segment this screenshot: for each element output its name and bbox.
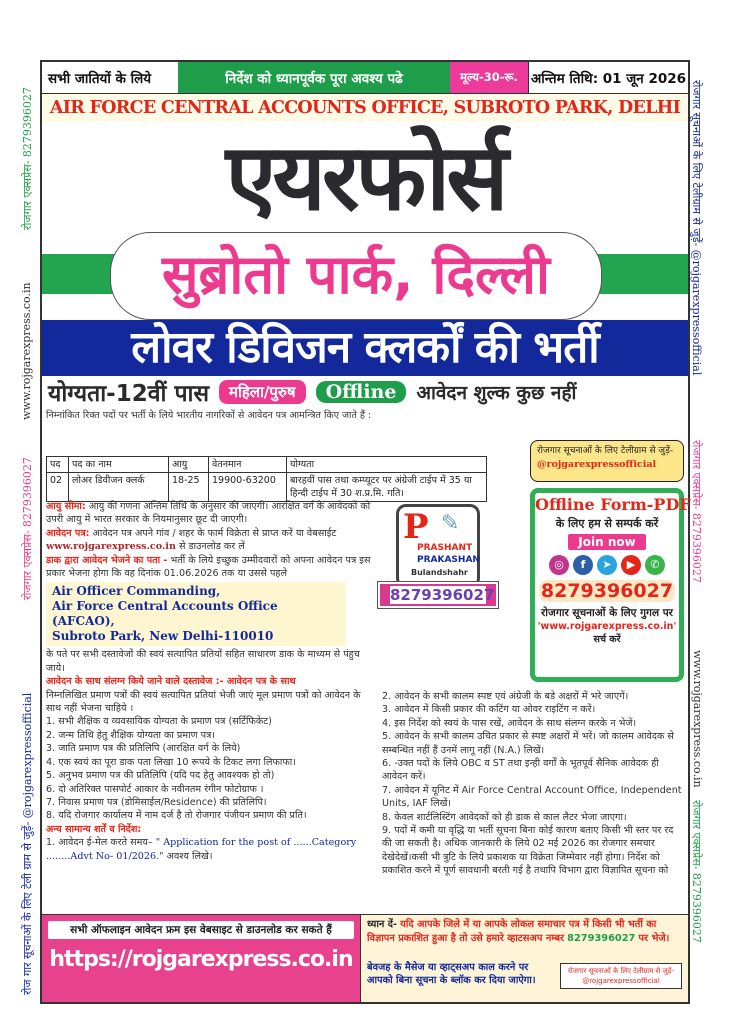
side-text-right-url: www.rojgarexpress.co.in — [691, 650, 704, 788]
price-badge: मूल्य-30-रू. — [450, 62, 528, 93]
instruction-banner: निर्देश को ध्यानपूर्वक पूरा अवश्य पढे — [178, 62, 450, 93]
promo-subtitle: के लिए हम से सम्पर्क करें — [555, 517, 659, 530]
form-text-2: से डाउनलोड कर लें — [178, 541, 245, 553]
social-icons — [535, 555, 679, 575]
instruction-item: 2. आवेदन के सभी कालम स्पष्ट एवं अंग्रेजी के बडे अक्षरों में भरे जाएगें। — [382, 691, 629, 702]
general-item-1: 1. आवेदन ई-मेल करते समय– — [46, 837, 153, 849]
document-item: 7. निवास प्रमाण पत्र (डोमिसाईल/Residence) की प्रतिलिपि। — [46, 796, 267, 808]
after-address-text: के पते पर सभी दस्तावेजों की स्वयं सत्यापित प्रतियों सहित साधारण डाक के माध्यम से पंहुच जाये। — [46, 649, 360, 674]
side-text-right-top: रोजगार सूचनाओं के लिए टेलीग्राम से जुड़ें- @rojgarexpressofficial — [690, 80, 703, 376]
logo-ribbon — [378, 582, 498, 608]
youtube-icon[interactable]: ▶ — [621, 555, 641, 575]
table-header: आयु — [169, 457, 209, 473]
table-cell: 18-25 — [169, 473, 209, 502]
table-cell: बारहवीं पास तथा कम्प्यूटर पर अंग्रेजी टाईप में 35 या हिन्दी टाईप में 30 श.प्र.मि. गति। — [287, 473, 487, 502]
general-label: अन्य सामान्य शर्तें व निर्देश: — [46, 823, 142, 835]
mini-telegram-handle[interactable]: @rojgarexpressofficial — [582, 977, 660, 985]
all-castes-label: सभी जातियों के लिये — [42, 62, 178, 93]
telegram-text: रोजगार सूचनाओं के लिए टेलीग्राम से जुड़ें- — [537, 446, 674, 456]
google-text: रोजगार सूचनाओं के लिए गुगल पर — [541, 607, 673, 619]
instruction-item: 5. आवेदन के सभी कालम उचित प्रकार से स्पष्ट अक्षरों में भरें। जो कालम आवेदक से सम्बन्धित नहीं हैं उनमें लागू नहीं (N.A.) लिखें। — [382, 731, 674, 756]
promo-title: Offline Form-PDF — [535, 495, 691, 514]
notice-page — [40, 60, 690, 1004]
documents-label: आवेदन के साथ संलग्न किये जाने वाले दस्तावेज :- आवेदन पत्र के साथ — [46, 676, 296, 688]
telegram-box — [530, 440, 684, 482]
notice-end: पर भेजे। — [638, 933, 670, 944]
postal-text: भर्ती के लिये इच्छुक उम्मीदवारों को अपना आवेदन पत्र इस प्रकार भेजना होगा कि वह दिनांक 01.06.2026 तक या उससे पहले — [46, 554, 371, 580]
post-title: लोवर डिविजन क्लर्कों की भर्ती — [42, 320, 688, 376]
left-column — [46, 500, 374, 863]
promo-phone: 8279396027 — [540, 580, 674, 602]
download-text: सभी ऑफलाइन आवेदन फ्रम इस वेबसाइट से डाउनलोड कर सकते हैं — [48, 921, 354, 939]
footer — [42, 914, 688, 1002]
website-link[interactable]: www.rojgarexpress.co.in — [46, 541, 176, 553]
instruction-item: 3. आवेदन में किसी प्रकार की कटिंग या ओवर राइटिंग न करें। — [382, 704, 596, 716]
document-item: 5. अनुभव प्रमाण पत्र की प्रतिलिपि (यदि पद हेतु आवश्यक हो तो) — [46, 770, 275, 782]
search-text: सर्च करें — [593, 634, 621, 645]
instruction-item: 7. आवेदन में यूनिट में Air Force Central Account Office, Independent Units, IAF लिखें। — [382, 784, 682, 810]
instruction-item: 8. केवल शार्टलिस्टिंग आवेदकों को ही डाक से काल लैटर भेजा जाएगा। — [382, 811, 627, 823]
side-text-left-mid: रोजगार एक्सप्रेस- 8279396027 — [21, 457, 34, 600]
side-text-right-bottom: रोजगार एक्सप्रेस- 8279396027 — [690, 800, 703, 943]
instruction-item: 6. -उक्त पदों के लिये OBC व ST तथा इन्ही वर्गों के भूतपूर्व सैनिक आवेदक ही आवेदन करें। — [382, 758, 659, 783]
mode-badge: Offline — [316, 381, 407, 403]
mini-telegram-text: रोजगार सूचनाओं के लिए टेलीग्राम से जुड़ें- — [568, 967, 674, 975]
table-header-row — [47, 457, 487, 473]
promo-box — [530, 488, 691, 682]
logo-line1: PRASHANT — [417, 543, 473, 553]
logo-line2: PRAKASHAN — [417, 555, 480, 565]
table-cell: 02 — [47, 473, 69, 502]
logo-city: Bulandshahr — [411, 568, 468, 577]
table-cell: लोअर डिवीजन क्लर्क — [69, 473, 169, 502]
last-date: अन्तिम तिथि: 01 जून 2026 — [528, 62, 688, 93]
telegram-handle[interactable]: @rojgarexpressofficial — [537, 459, 657, 470]
qualification-row — [42, 376, 688, 408]
table-header: पद का नाम — [69, 457, 169, 473]
block-warning: बेवजह के मैसेज या व्हाट्सअप काल करने पर आपको बिना सूचना के ब्लॉक कर दिया जाऐगा। — [367, 962, 536, 986]
form-text: आवेदन पत्र अपने गांव / शहर के फार्म विक्रेता से प्राप्त करें या वेबसाईट — [92, 527, 337, 539]
join-now-button[interactable]: Join now — [568, 534, 645, 550]
document-item: 1. सभी शैक्षिक व व्यवसायिक योग्यता के प्रमाण पत्र (सर्टिफिकेट) — [46, 716, 272, 728]
footer-download — [42, 915, 360, 1002]
logo-phone: 8279396027 — [390, 586, 495, 604]
table-row — [47, 473, 487, 502]
organization-line: AIR FORCE CENTRAL ACCOUNTS OFFICE, SUBROTO PARK, DELHI — [42, 94, 688, 122]
fee-text: आवेदन शुल्क कुछ नहीं — [416, 382, 577, 404]
side-text-left-url: www.rojgarexpress.co.in — [20, 282, 33, 420]
table-cell: 19900-63200 — [209, 473, 287, 502]
instruction-item: 4. इस निर्देश को स्वयं के पास रखें, आवेदन के साथ संलग्न करके न भेजें। — [382, 717, 637, 729]
facebook-icon[interactable]: f — [573, 555, 593, 575]
header-bar — [42, 62, 688, 94]
table-header: योग्यता — [287, 457, 487, 473]
instagram-icon[interactable]: ◎ — [549, 555, 569, 575]
document-item: 2. जन्म तिथि हेतु शैक्षिक योग्यता का प्रमाण पत्र। — [46, 729, 215, 741]
location-banner — [42, 234, 688, 320]
location-title: सुब्रोतो पार्क, दिल्ली — [110, 232, 602, 320]
notice-phone: 8279396027 — [567, 933, 636, 944]
instruction-item: 9. पदों में कमी या वृद्धि या भर्ती सूचना बिना कोई कारण बताए किसी भी स्तर पर रद की जा सकती है। अधिक जानकारी के लिये 02 मई 2026 का रोजगार समचार देखेदेखें।कसी भी त्रुटि के लिये प्रकाशक या विक्रेता जिम्मेवार नहीं होगा। निर्देश को प्रकाशित करने में पूर्ण सावधानी बरती गई है तथापि विभाग द्वारा विज्ञापित सूचना को — [382, 825, 674, 877]
intro-text: निम्नांकित रिक्त पदों पर भर्ती के लिये भारतीय नागरिकों से आवेदन पत्र आमन्त्रित किए जाते हैं : — [46, 410, 372, 421]
side-text-right-mid: रोजगार एक्सप्रेस- 8279396027 — [690, 440, 703, 583]
postal-address — [46, 582, 346, 646]
document-item: 8. यदि रोजगार कार्यालय में नाम दर्ज है तो रोजगार पंजीयन प्रमाण की प्रति। — [46, 810, 307, 822]
postal-label: डाक द्वारा आवेदन भेजने का पता - — [46, 554, 168, 566]
email-subject: " Application for the post of ......Category ........Advt No- 01/2026." — [46, 837, 357, 862]
notice-text: यदि आपके जिले में या आपके लोकल समाचार पत्र में किसी भी भर्ती का विज्ञापन प्रकाशित हुआ है तो उसे हमारे व्हाटसअप नम्बर — [367, 919, 657, 944]
vacancy-table — [46, 456, 487, 502]
notice-label: ध्यान दें- — [367, 919, 398, 930]
document-item: 3. जाति प्रमाण पत्र की प्रतिलिपि (आरक्षित वर्ग के लिये) — [46, 743, 241, 755]
documents-intro: निम्नलिखित प्रमाण पत्रों की स्वयं सत्यापित प्रतियां भेजी जाएं मूल प्रमाण पत्रों को आवेदन के साथ नहीं भेजना चाहिये । — [46, 689, 361, 715]
whatsapp-icon[interactable]: ✆ — [645, 555, 665, 575]
side-text-left-bottom: रोज गार सूचनाओं के लिए टेली ग्राम से जुड़ें- @rojgarexpressofficial — [21, 692, 34, 995]
side-text-left-top: रोजगार एक्सप्रेस- 8279396027 — [21, 87, 34, 230]
address-line: Air Force Central Accounts Office (AFCAO), — [52, 599, 278, 629]
right-column — [382, 690, 686, 878]
address-line: Subroto Park, New Delhi-110010 — [52, 629, 274, 644]
logo-card — [396, 504, 480, 588]
footer-url[interactable]: https://rojgarexpress.co.in — [49, 947, 353, 972]
telegram-icon[interactable]: ➤ — [597, 555, 617, 575]
publisher-logo — [378, 502, 498, 614]
mini-telegram-box — [560, 963, 682, 989]
footer-notice — [360, 915, 688, 1002]
gender-badge: महिला/पुरुष — [219, 380, 306, 404]
qualification-text: योग्यता-12वीं पास — [48, 381, 210, 407]
document-item: 4. एक स्वयं का पूरा डाक पता लिखा 10 रूपये के टिकट लगा लिफाफा। — [46, 756, 296, 768]
form-label: आवेदन पत्र: — [46, 527, 90, 539]
logo-p-letter: P — [403, 507, 429, 547]
age-label: आयु सीमा: — [46, 501, 86, 512]
book-quill-icon: ✎ — [441, 511, 460, 536]
table-header: वेतनमान — [209, 457, 287, 473]
table-header: पद — [47, 457, 69, 473]
document-item: 6. दो अतिरिक्त पासपोर्ट आकार के नवीनतम रंगीन फोटोग्राफ । — [46, 783, 264, 795]
age-text: आयु की गणना अन्तिम तिथि के अनुसार की जाएगी। आरक्षित वर्ग के आवेदकों को उपरी आयु में भारत सरकार के नियमानुसार छूट दी जाएगी। — [46, 501, 371, 526]
address-line: Air Officer Commanding, — [52, 584, 221, 599]
general-item-1-end: अवश्य लिखे। — [166, 850, 213, 862]
big-title: एयरफोर्स — [225, 124, 505, 231]
google-url[interactable]: 'www.rojgarexpress.co.in' — [537, 621, 677, 632]
